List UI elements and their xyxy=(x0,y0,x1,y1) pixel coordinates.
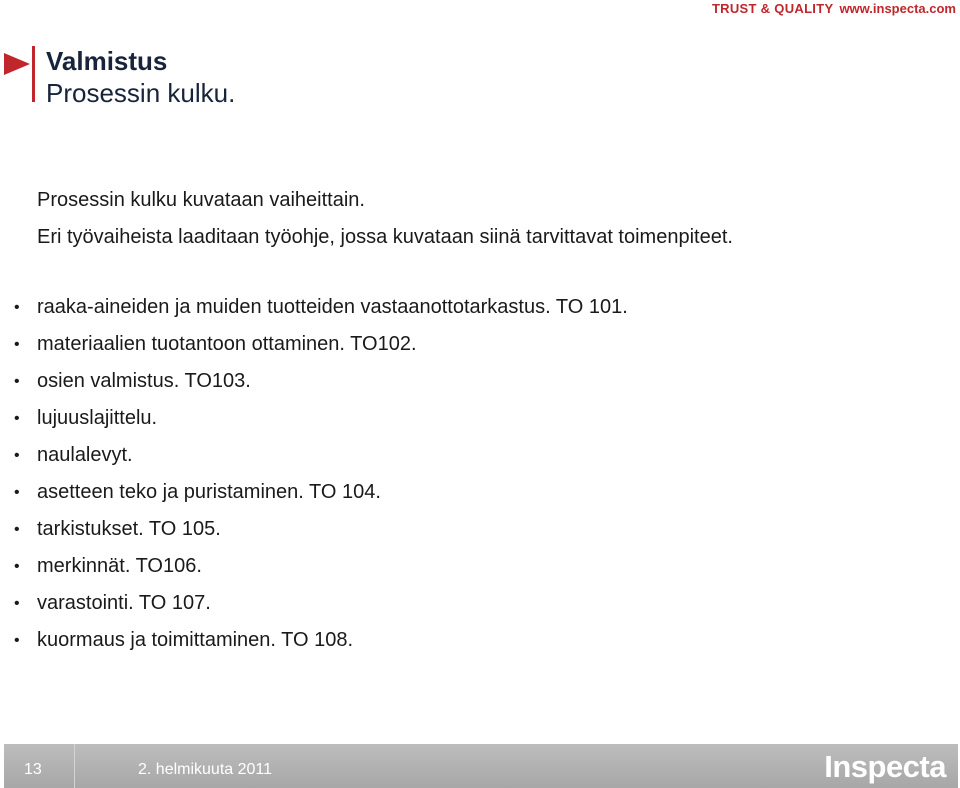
list-item-text: materiaalien tuotantoon ottaminen. TO102. xyxy=(37,333,417,355)
bullet-icon: • xyxy=(14,410,20,427)
intro-text xyxy=(37,182,733,256)
list-item-text: osien valmistus. TO103. xyxy=(37,370,251,392)
bullet-icon: • xyxy=(14,373,20,390)
website-link[interactable]: www.inspecta.com xyxy=(839,1,956,16)
list-item-text: naulalevyt. xyxy=(37,444,133,466)
bullet-icon: • xyxy=(14,299,20,316)
bullet-icon: • xyxy=(14,558,20,575)
bullet-icon: • xyxy=(14,484,20,501)
list-item xyxy=(14,437,628,474)
list-item xyxy=(14,474,628,511)
slide-title: Valmistus xyxy=(46,46,168,76)
title-accent-bar xyxy=(32,46,35,102)
footer-divider xyxy=(74,744,75,788)
list-item xyxy=(14,548,628,585)
list-item-text: merkinnät. TO106. xyxy=(37,555,202,577)
footer-bar xyxy=(4,744,958,788)
list-item-text: varastointi. TO 107. xyxy=(37,592,211,614)
bullet-icon: • xyxy=(14,521,20,538)
list-item-text: lujuuslajittelu. xyxy=(37,407,158,429)
bullet-icon: • xyxy=(14,336,20,353)
slide-subtitle: Prosessin kulku. xyxy=(46,78,236,108)
list-item-text: raaka-aineiden ja muiden tuotteiden vastaanottotarkastus. TO 101. xyxy=(37,296,628,318)
list-item xyxy=(14,363,628,400)
tagline-text: TRUST & QUALITY xyxy=(711,1,834,16)
bullet-icon: • xyxy=(14,595,20,612)
page-number: 13 xyxy=(24,761,42,778)
list-item-text: asetteen teko ja puristaminen. TO 104. xyxy=(37,481,381,503)
inspecta-logo: Inspecta xyxy=(824,749,946,784)
list-item-text: kuormaus ja toimittaminen. TO 108. xyxy=(37,629,354,651)
intro-line: Eri työvaiheista laaditaan työohje, jossa kuvataan siinä tarvittavat toimenpiteet. xyxy=(37,226,733,248)
list-item xyxy=(14,289,628,326)
list-item xyxy=(14,585,628,622)
bullet-icon: • xyxy=(14,632,20,649)
list-item xyxy=(14,400,628,437)
list-item xyxy=(14,622,628,659)
list-item-text: tarkistukset. TO 105. xyxy=(37,518,221,540)
bullet-icon: • xyxy=(14,447,20,464)
footer-date: 2. helmikuuta 2011 xyxy=(138,761,273,778)
list-item xyxy=(14,326,628,363)
brand-tagline xyxy=(712,1,956,16)
intro-line: Prosessin kulku kuvataan vaiheittain. xyxy=(37,189,365,211)
process-step-list xyxy=(14,289,628,659)
list-item xyxy=(14,511,628,548)
